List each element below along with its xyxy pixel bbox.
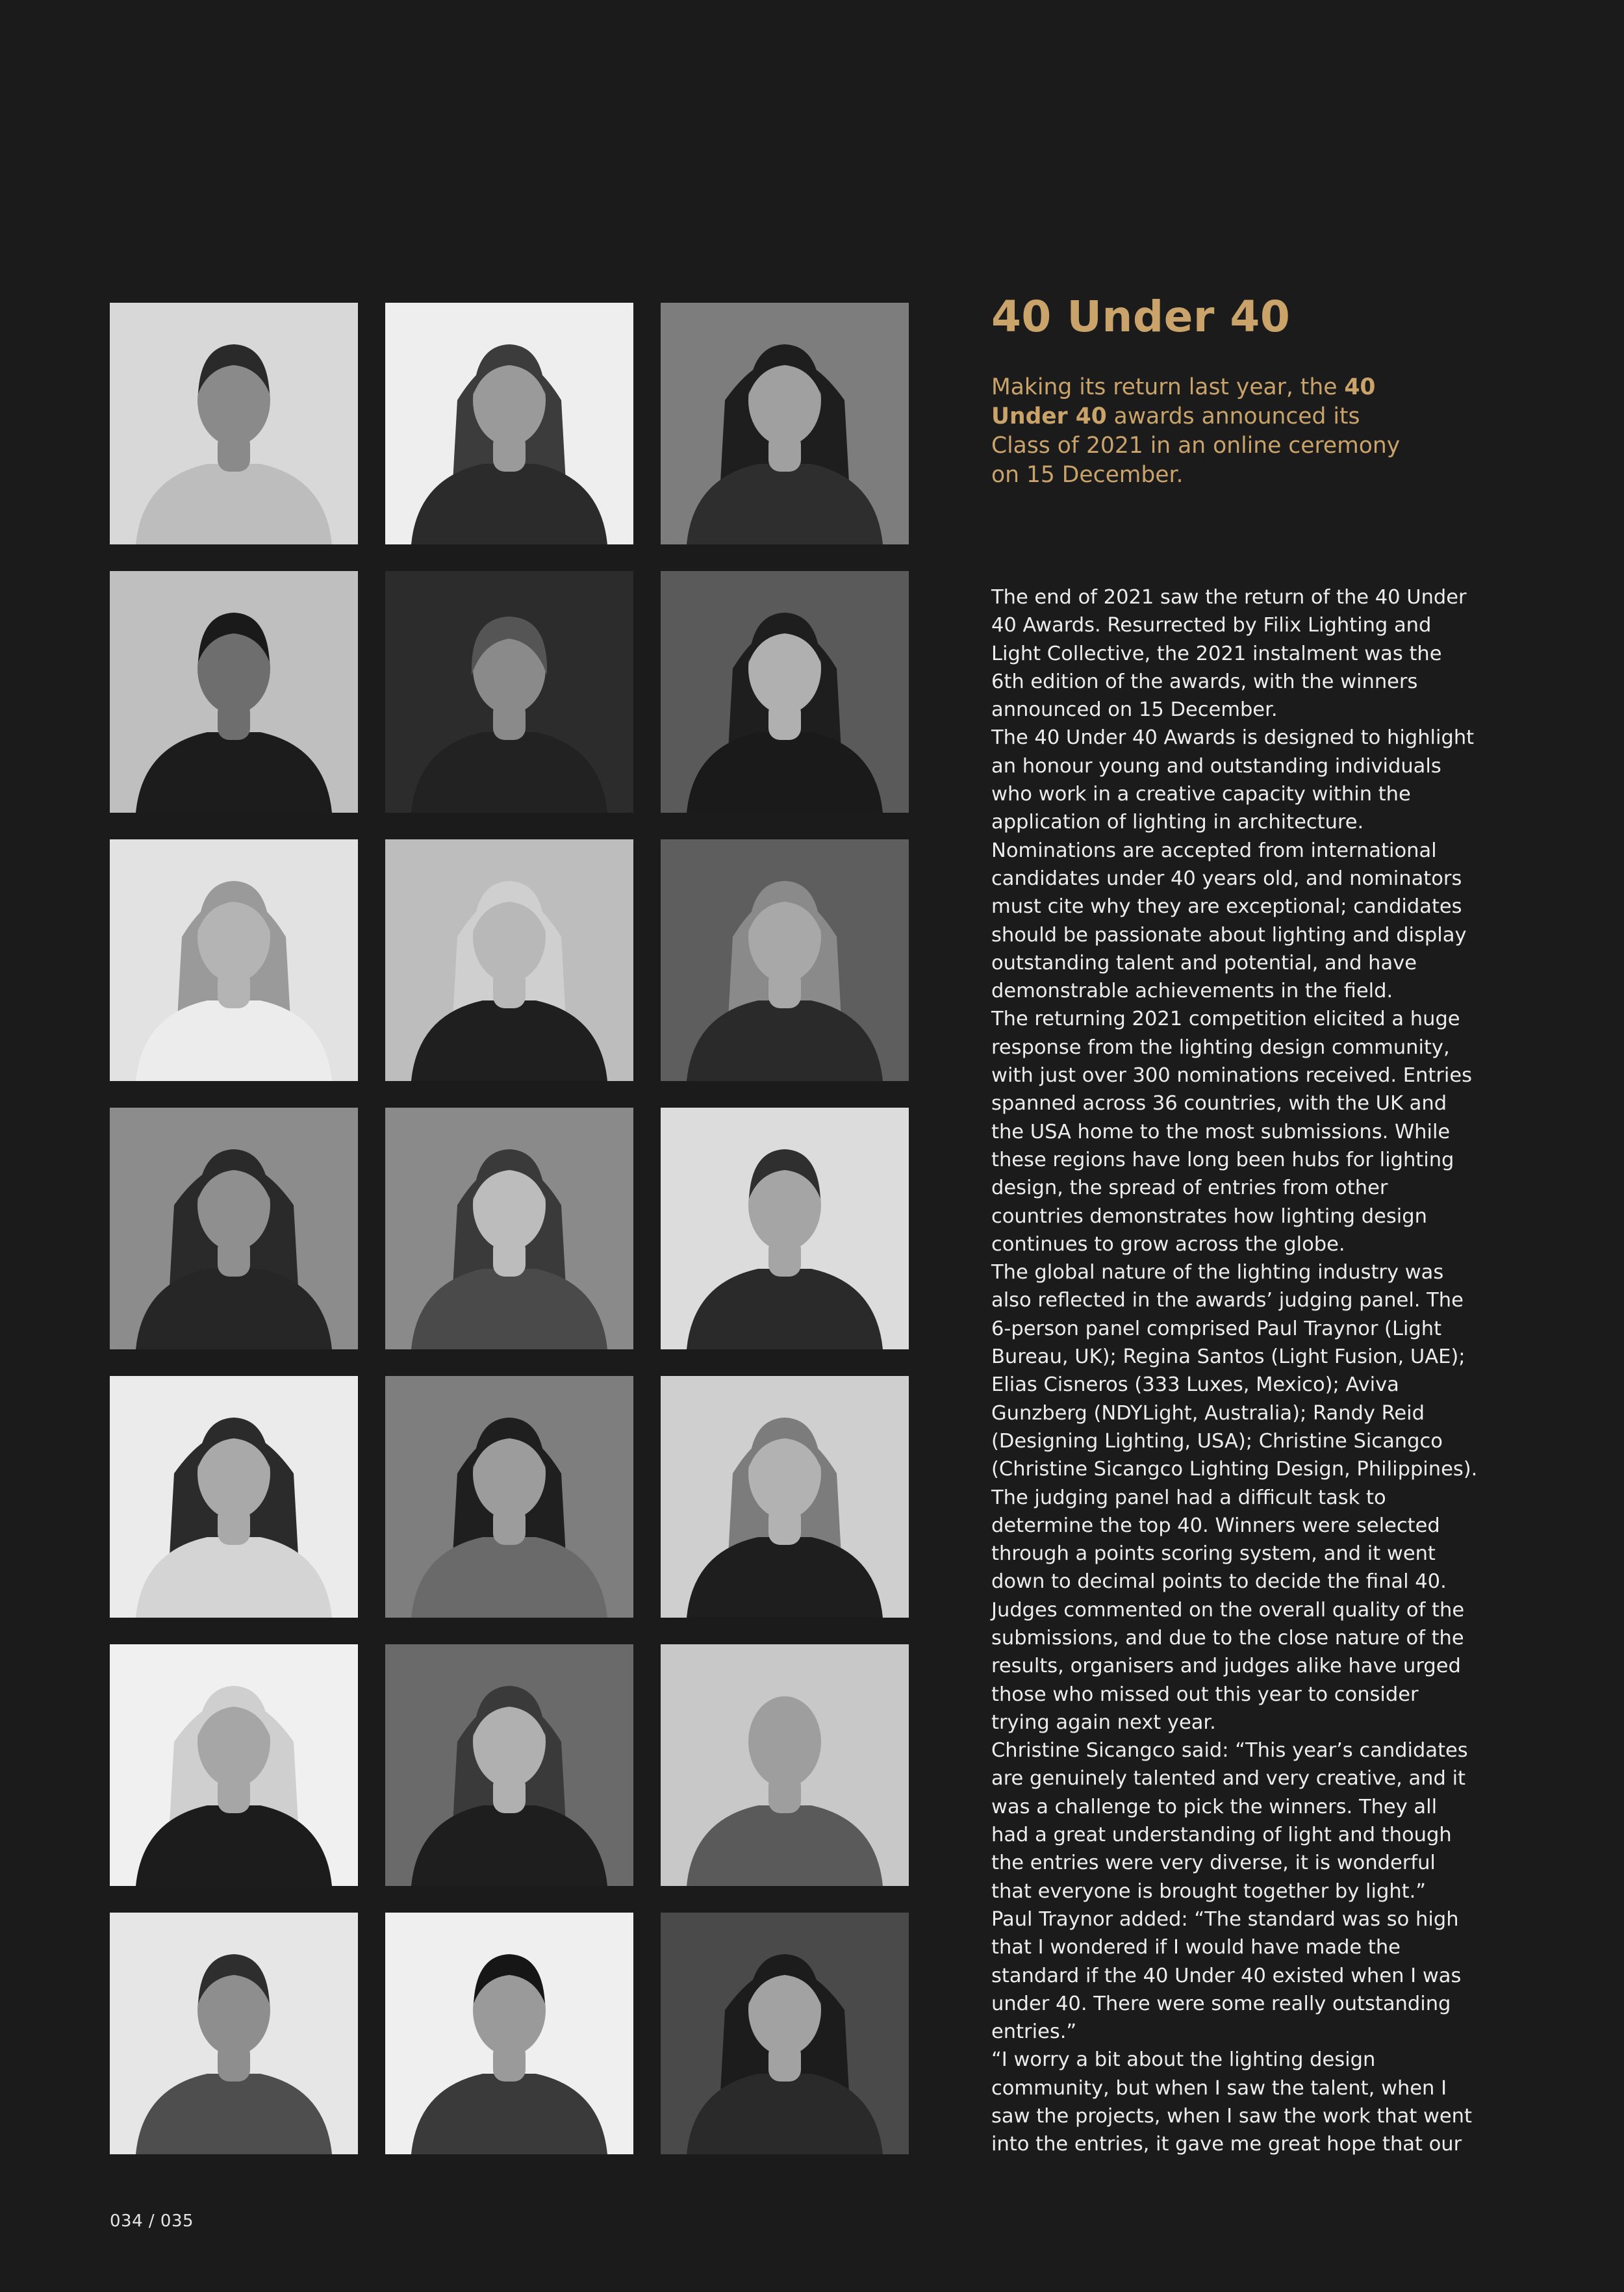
- portrait-image: [110, 1376, 358, 1618]
- portrait-photo: [110, 303, 358, 544]
- body-paragraph: Paul Traynor added: “The standard was so high that I wondered if I would have made the standard if the 40 Under 40 existed when I was under 40. There were some really outstanding entries.”: [991, 1907, 1462, 2044]
- portrait-image: [661, 1108, 909, 1349]
- portrait-image: [110, 303, 358, 544]
- portrait-photo: [661, 1913, 909, 2154]
- portrait-photo: [661, 839, 909, 1081]
- portrait-image: [661, 1376, 909, 1618]
- portrait-image: [385, 1913, 633, 2154]
- portrait-photo: [110, 1376, 358, 1618]
- portrait-photo: [385, 1376, 633, 1618]
- portrait-photo: [661, 1376, 909, 1618]
- portrait-image: [385, 839, 633, 1081]
- portrait-photo: [385, 571, 633, 813]
- body-paragraph: The end of 2021 saw the return of the 40 Under 40 Awards. Resurrected by Filix Lighting and Light Collective, the 2021 instalment was the 6th edition of the awards, with the winners announced on 15 December.: [991, 586, 1467, 722]
- portrait-photo: [385, 1644, 633, 1886]
- article-body: [991, 583, 1478, 2159]
- body-paragraph: The global nature of the lighting industry was also reflected in the awards’ judging panel. The 6-person panel comprised Paul Traynor (Light Bureau, UK); Regina Santos (Light Fusion, UAE); Elias Cisneros (333 Luxes, Mexico); Aviva Gunzberg (NDYLight, Australia); Randy Reid (Designing Lighting, USA); Christine Sicangco (Christine Sicangco Lighting Design, Philippines).: [991, 1261, 1478, 1481]
- portrait-image: [385, 303, 633, 544]
- portrait-image: [385, 571, 633, 813]
- portrait-image: [110, 839, 358, 1081]
- standfirst-lead: Making its return last year, the: [991, 374, 1345, 400]
- portrait-image: [661, 839, 909, 1081]
- portrait-photo: [385, 1108, 633, 1349]
- portrait-photo: [661, 303, 909, 544]
- portrait-image: [661, 571, 909, 813]
- page-number: 034 / 035: [110, 2211, 194, 2231]
- portrait-image: [661, 1644, 909, 1886]
- portrait-image: [661, 303, 909, 544]
- portrait-photo: [110, 839, 358, 1081]
- standfirst-rest: awards announced its Class of 2021 in an online ceremony on 15 December.: [991, 403, 1401, 488]
- portrait-photo: [661, 571, 909, 813]
- portrait-photo: [661, 1108, 909, 1349]
- body-paragraph: The judging panel had a difficult task to determine the top 40. Winners were selected through a points scoring system, and it went down to decimal points to decide the final 40. Judges commented on the overall quality of the submissions, and due to the close nature of the results, organisers and judges alike have urged those who missed out this year to consider trying again next year.: [991, 1486, 1465, 1734]
- portrait-image: [110, 1913, 358, 2154]
- standfirst-award-name: 40 Under 40: [991, 374, 1376, 429]
- body-paragraph: The returning 2021 competition elicited a huge response from the lighting design community, with just over 300 nominations received. Entries spanned across 36 countries, with the UK and the USA home to the most submissions. While these regions have long been hubs for lighting design, the spread of entries from other countries demonstrates how lighting design continues to grow across the globe.: [991, 1008, 1473, 1256]
- portrait-image: [110, 571, 358, 813]
- portrait-image: [385, 1644, 633, 1886]
- portrait-grid: [110, 303, 909, 2154]
- portrait-photo: [110, 1913, 358, 2154]
- article-standfirst: [991, 373, 1407, 490]
- portrait-image: [385, 1376, 633, 1618]
- portrait-photo: [110, 571, 358, 813]
- portrait-photo: [110, 1108, 358, 1349]
- portrait-photo: [385, 839, 633, 1081]
- portrait-image: [661, 1913, 909, 2154]
- body-paragraph: Christine Sicangco said: “This year’s candidates are genuinely talented and very creative, and it was a challenge to pick the winners. They all had a great understanding of light and though the entries were very diverse, it is wonderful that everyone is brought together by light.”: [991, 1739, 1468, 1903]
- body-paragraph: “I worry a bit about the lighting design community, but when I saw the talent, when I saw the projects, when I saw the work that went into the entries, it gave me great hope that our: [991, 2048, 1472, 2156]
- body-paragraph: Nominations are accepted from international candidates under 40 years old, and nominators must cite why they are exceptional; candidates should be passionate about lighting and display outstanding talent and potential, and have demonstrable achievements in the field.: [991, 839, 1467, 1003]
- portrait-image: [110, 1644, 358, 1886]
- portrait-photo: [385, 303, 633, 544]
- portrait-photo: [385, 1913, 633, 2154]
- article-title: 40 Under 40: [991, 292, 1291, 342]
- body-paragraph: The 40 Under 40 Awards is designed to highlight an honour young and outstanding individuals who work in a creative capacity within the application of lighting in architecture.: [991, 726, 1475, 834]
- portrait-image: [110, 1108, 358, 1349]
- portrait-image: [385, 1108, 633, 1349]
- portrait-photo: [110, 1644, 358, 1886]
- portrait-photo: [661, 1644, 909, 1886]
